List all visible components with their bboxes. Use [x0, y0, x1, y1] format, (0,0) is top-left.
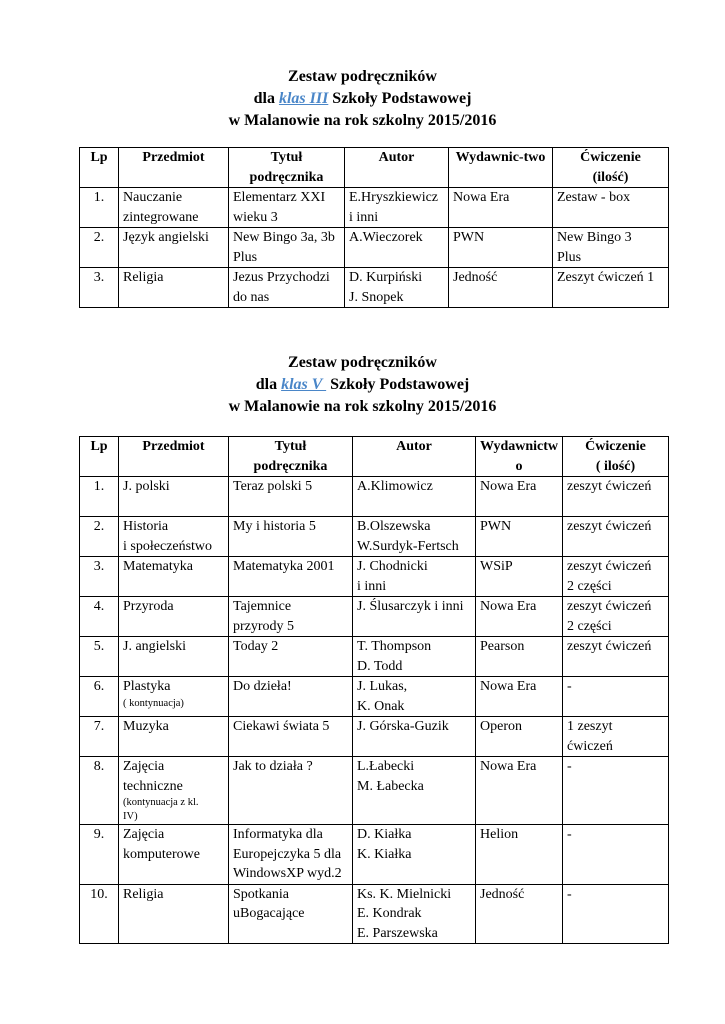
- cell-wydawnictwo-line: PWN: [480, 519, 512, 534]
- cell-tytul-line: uBogacające: [233, 906, 305, 921]
- cell-autor-line: M. Łabecka: [357, 778, 424, 794]
- section1-title-prefix: dla: [253, 90, 279, 107]
- cell-autor-line: i inni: [349, 209, 379, 225]
- cell-autor: [353, 557, 476, 597]
- cell-przedmiot: [119, 557, 229, 597]
- cell-autor-line: E. Parszewska: [357, 925, 438, 941]
- cell-tytul: [229, 477, 353, 517]
- cell-autor-line: i inni: [357, 578, 387, 594]
- cell-lp: [80, 597, 119, 637]
- cell-lp-line: 10.: [90, 886, 108, 902]
- cell-wydawnictwo-line: Nowa Era: [480, 679, 537, 694]
- cell-cwiczenie: [563, 717, 669, 757]
- cell-lp: [80, 188, 119, 228]
- cell-przedmiot: [119, 757, 229, 825]
- cell-cwiczenie: [563, 677, 669, 717]
- cell-tytul-line: My i historia 5: [233, 519, 316, 534]
- cell-autor-line: L.Łabecki: [357, 759, 415, 774]
- cell-tytul: [229, 517, 353, 557]
- cell-wydawnictwo: [449, 228, 553, 268]
- cell-tytul-line: Spotkania: [233, 886, 289, 902]
- cell-cwiczenie: [553, 228, 669, 268]
- section1-heading: [0, 66, 725, 132]
- cell-lp: [80, 268, 119, 308]
- cell-przedmiot-line: Matematyka: [123, 559, 193, 574]
- cell-wydawnictwo-line: Operon: [480, 719, 522, 734]
- cell-autor: [353, 884, 476, 944]
- header-autor: Autor: [353, 437, 476, 477]
- cell-tytul-line: Tajemnice: [233, 599, 292, 614]
- cell-wydawnictwo-line: PWN: [453, 230, 485, 245]
- header-wydawnictwo: Wydawnic-two: [449, 148, 553, 188]
- cell-przedmiot: [119, 597, 229, 637]
- cell-autor: [353, 757, 476, 825]
- cell-tytul: [229, 825, 353, 885]
- cell-tytul: [229, 717, 353, 757]
- cell-lp: [80, 557, 119, 597]
- section2-header-row: [80, 437, 669, 477]
- cell-lp-line: 2.: [93, 230, 105, 245]
- cell-cwiczenie: [563, 517, 669, 557]
- cell-przedmiot: [119, 188, 229, 228]
- cell-tytul: [229, 188, 345, 228]
- cell-lp-line: 6.: [93, 679, 105, 694]
- cell-wydawnictwo: [476, 717, 563, 757]
- cell-autor-line: E. Kondrak: [357, 906, 422, 921]
- header-lp: Lp: [80, 437, 119, 477]
- cell-lp: [80, 477, 119, 517]
- header-tytul-line2: podręcznika: [249, 169, 324, 185]
- cell-autor: [345, 228, 449, 268]
- cell-autor: [353, 517, 476, 557]
- cell-autor-line: B.Olszewska: [357, 519, 431, 534]
- header-cwiczenie-line2: ( ilość): [595, 458, 636, 474]
- cell-przedmiot-line: zintegrowane: [123, 209, 199, 225]
- cell-cwiczenie-line: zeszyt ćwiczeń: [567, 599, 652, 614]
- cell-lp-line: 1.: [93, 479, 105, 494]
- cell-autor-line: J. Ślusarczyk i inni: [357, 599, 464, 614]
- cell-autor-line: D. Kiałka: [357, 827, 412, 842]
- cell-autor-line: D. Todd: [357, 658, 403, 674]
- section2-class-link[interactable]: klas V: [281, 376, 327, 393]
- cell-cwiczenie: [563, 557, 669, 597]
- table-row: [80, 637, 669, 677]
- section2-heading: [0, 352, 725, 418]
- cell-cwiczenie-line: zeszyt ćwiczeń: [567, 639, 652, 654]
- section1-table: [79, 147, 669, 308]
- cell-lp: [80, 825, 119, 885]
- header-przedmiot: Przedmiot: [119, 437, 229, 477]
- cell-wydawnictwo: [449, 188, 553, 228]
- header-wydawnictwo: [476, 437, 563, 477]
- section2-title-suffix: Szkoły Podstawowej: [326, 376, 470, 393]
- cell-autor-line: K. Kiałka: [357, 846, 412, 862]
- cell-lp-line: 1.: [93, 190, 105, 205]
- cell-cwiczenie-line: Zestaw - box: [557, 190, 631, 205]
- cell-wydawnictwo-line: Pearson: [480, 639, 525, 654]
- cell-lp-line: 2.: [93, 519, 105, 534]
- cell-przedmiot-line: Plastyka: [123, 679, 171, 694]
- cell-autor-line: E.Hryszkiewicz: [349, 190, 439, 205]
- cell-lp-line: 9.: [93, 827, 105, 842]
- cell-wydawnictwo: [476, 597, 563, 637]
- section1-class-link[interactable]: klas III: [278, 90, 329, 107]
- cell-cwiczenie: [563, 884, 669, 944]
- header-lp: Lp: [80, 148, 119, 188]
- cell-autor-line: J. Górska-Guzik: [357, 719, 449, 734]
- section2-title-line1: Zestaw podręczników: [288, 354, 437, 371]
- cell-cwiczenie: [563, 637, 669, 677]
- cell-wydawnictwo-line: Nowa Era: [480, 759, 537, 774]
- cell-tytul-line: Europejczyka 5 dla: [233, 846, 342, 862]
- cell-wydawnictwo: [476, 517, 563, 557]
- cell-wydawnictwo-line: Jedność: [453, 270, 498, 285]
- cell-tytul: [229, 884, 353, 944]
- table-row: [80, 717, 669, 757]
- cell-autor-line: A.Wieczorek: [349, 230, 423, 245]
- cell-cwiczenie: [553, 188, 669, 228]
- header-cwiczenie-line1: Ćwiczenie: [580, 150, 641, 165]
- cell-przedmiot-line: Historia: [123, 519, 169, 534]
- cell-lp-line: 4.: [93, 599, 105, 614]
- cell-tytul-line: Plus: [233, 249, 258, 265]
- header-cwiczenie-line1: Ćwiczenie: [585, 439, 646, 454]
- cell-przedmiot-line: komputerowe: [123, 846, 200, 862]
- cell-cwiczenie-line: zeszyt ćwiczeń: [567, 479, 652, 494]
- cell-autor-line: Ks. K. Mielnicki: [357, 886, 452, 902]
- cell-lp: [80, 228, 119, 268]
- cell-wydawnictwo-line: Nowa Era: [480, 479, 537, 494]
- cell-tytul-line: wieku 3: [233, 209, 278, 225]
- cell-autor: [353, 597, 476, 637]
- cell-wydawnictwo-line: Jedność: [480, 886, 525, 902]
- header-tytul-line1: Tytuł: [274, 439, 307, 454]
- cell-lp-line: 8.: [93, 759, 105, 774]
- header-tytul-line1: Tytuł: [270, 150, 303, 165]
- cell-tytul-line: Informatyka dla: [233, 827, 323, 842]
- cell-przedmiot: [119, 884, 229, 944]
- cell-tytul: [229, 677, 353, 717]
- cell-wydawnictwo-line: Helion: [480, 827, 519, 842]
- header-tytul: [229, 148, 345, 188]
- header-cwiczenie: [563, 437, 669, 477]
- cell-tytul-line: Ciekawi świata 5: [233, 719, 330, 734]
- cell-przedmiot: [119, 677, 229, 717]
- section2-title-line2: [0, 374, 725, 396]
- cell-autor: [345, 188, 449, 228]
- section1-title-suffix: Szkoły Podstawowej: [328, 90, 472, 107]
- cell-przedmiot-line: i społeczeństwo: [123, 538, 213, 554]
- cell-przedmiot-line: Przyroda: [123, 599, 174, 614]
- cell-cwiczenie-line: Zeszyt ćwiczeń 1: [557, 270, 655, 285]
- cell-lp: [80, 884, 119, 944]
- header-autor: Autor: [345, 148, 449, 188]
- cell-autor: [345, 268, 449, 308]
- cell-cwiczenie-line: 2 części: [567, 618, 612, 634]
- cell-cwiczenie: [563, 757, 669, 825]
- table-row: [80, 477, 669, 517]
- cell-autor: [353, 477, 476, 517]
- cell-cwiczenie: [563, 477, 669, 517]
- przedmiot-note: IV): [123, 811, 138, 822]
- cell-cwiczenie-line: zeszyt ćwiczeń: [567, 559, 652, 574]
- cell-tytul-line: Jak to działa ?: [233, 759, 313, 774]
- cell-tytul: [229, 637, 353, 677]
- cell-przedmiot-line: Zajęcia: [123, 827, 165, 842]
- cell-przedmiot: [119, 637, 229, 677]
- cell-wydawnictwo: [476, 677, 563, 717]
- cell-tytul-line: przyrody 5: [233, 618, 295, 634]
- cell-lp-line: 7.: [93, 719, 105, 734]
- cell-przedmiot: [119, 825, 229, 885]
- header-wydawnictwo-line1: Wydawnictw: [480, 439, 559, 454]
- przedmiot-note: (kontynuacja z kl.: [123, 797, 199, 808]
- cell-autor-line: K. Onak: [357, 698, 405, 714]
- section2-title-prefix: dla: [255, 376, 282, 393]
- cell-tytul-line: WindowsXP wyd.2: [233, 866, 342, 881]
- cell-przedmiot-line: Muzyka: [123, 719, 169, 734]
- section1-title-line1: Zestaw podręczników: [288, 68, 437, 85]
- cell-cwiczenie-line: -: [567, 759, 572, 774]
- cell-wydawnictwo-line: WSiP: [480, 559, 513, 574]
- cell-tytul-line: Matematyka 2001: [233, 559, 335, 574]
- cell-tytul-line: do nas: [233, 289, 270, 305]
- table-row: [80, 677, 669, 717]
- cell-przedmiot-line: Zajęcia: [123, 759, 165, 774]
- cell-lp-line: 5.: [93, 639, 105, 654]
- cell-tytul-line: Do dzieła!: [233, 679, 292, 694]
- header-przedmiot: Przedmiot: [119, 148, 229, 188]
- cell-cwiczenie-line: ćwiczeń: [567, 738, 613, 754]
- cell-wydawnictwo: [476, 825, 563, 885]
- cell-cwiczenie: [563, 597, 669, 637]
- cell-autor-line: W.Surdyk-Fertsch: [357, 538, 459, 554]
- przedmiot-note: ( kontynuacja): [123, 697, 184, 709]
- cell-lp-line: 3.: [93, 559, 105, 574]
- cell-tytul-line: Jezus Przychodzi: [233, 270, 330, 285]
- cell-przedmiot-line: Język angielski: [123, 230, 209, 245]
- spacer: [84, 497, 114, 517]
- cell-wydawnictwo-line: Nowa Era: [453, 190, 510, 205]
- cell-cwiczenie: [553, 268, 669, 308]
- cell-cwiczenie: [563, 825, 669, 885]
- cell-autor-line: J. Chodnicki: [357, 559, 428, 574]
- cell-autor: [353, 637, 476, 677]
- cell-wydawnictwo: [476, 757, 563, 825]
- cell-autor-line: J. Snopek: [349, 289, 404, 305]
- table-row: [80, 884, 669, 944]
- cell-wydawnictwo: [449, 268, 553, 308]
- section1-title-line3: w Malanowie na rok szkolny 2015/2016: [228, 112, 497, 129]
- cell-przedmiot: [119, 517, 229, 557]
- cell-tytul: [229, 228, 345, 268]
- cell-lp: [80, 717, 119, 757]
- cell-cwiczenie-line: 2 części: [567, 578, 612, 594]
- cell-lp: [80, 517, 119, 557]
- cell-autor-line: T. Thompson: [357, 639, 432, 654]
- section2-table: [79, 436, 669, 944]
- cell-tytul: [229, 557, 353, 597]
- cell-autor-line: J. Lukas,: [357, 679, 408, 694]
- cell-cwiczenie-line: 1 zeszyt: [567, 719, 613, 734]
- cell-autor-line: D. Kurpiński: [349, 270, 423, 285]
- cell-tytul-line: Elementarz XXI: [233, 190, 326, 205]
- cell-cwiczenie-line: -: [567, 886, 572, 902]
- cell-tytul: [229, 757, 353, 825]
- table-row: [80, 188, 669, 228]
- cell-przedmiot: [119, 477, 229, 517]
- table-row: [80, 557, 669, 597]
- cell-przedmiot: [119, 228, 229, 268]
- cell-lp: [80, 757, 119, 825]
- table-row: [80, 268, 669, 308]
- table-row: [80, 597, 669, 637]
- cell-lp-line: 3.: [93, 270, 105, 285]
- cell-przedmiot-line: Religia: [123, 270, 164, 285]
- cell-autor: [353, 677, 476, 717]
- cell-wydawnictwo: [476, 884, 563, 944]
- header-tytul: [229, 437, 353, 477]
- cell-tytul-line: Today 2: [233, 639, 279, 654]
- cell-cwiczenie-line: zeszyt ćwiczeń: [567, 519, 652, 534]
- cell-przedmiot: [119, 717, 229, 757]
- cell-wydawnictwo: [476, 557, 563, 597]
- cell-przedmiot-line: J. polski: [123, 479, 170, 494]
- cell-lp: [80, 677, 119, 717]
- cell-tytul-line: New Bingo 3a, 3b: [233, 230, 335, 245]
- header-cwiczenie-line2: (ilość): [592, 169, 629, 185]
- cell-tytul: [229, 268, 345, 308]
- cell-cwiczenie-line: -: [567, 827, 572, 842]
- header-tytul-line2: podręcznika: [253, 458, 328, 474]
- header-cwiczenie: [553, 148, 669, 188]
- cell-wydawnictwo-line: Nowa Era: [480, 599, 537, 614]
- table-row: [80, 228, 669, 268]
- cell-autor: [353, 825, 476, 885]
- cell-cwiczenie-line: New Bingo 3: [557, 230, 632, 245]
- table-row: [80, 517, 669, 557]
- cell-lp: [80, 637, 119, 677]
- table-row: [80, 757, 669, 825]
- cell-przedmiot-line: Nauczanie: [123, 190, 183, 205]
- section2-title-line3: w Malanowie na rok szkolny 2015/2016: [228, 398, 497, 415]
- header-wydawnictwo-line2: o: [515, 458, 523, 474]
- section1-title-line2: [0, 88, 725, 110]
- cell-przedmiot-line: J. angielski: [123, 639, 186, 654]
- cell-tytul-line: Teraz polski 5: [233, 479, 313, 494]
- cell-autor-line: A.Klimowicz: [357, 479, 433, 494]
- cell-przedmiot-line: Religia: [123, 886, 164, 902]
- cell-cwiczenie-line: Plus: [557, 249, 582, 265]
- cell-autor: [353, 717, 476, 757]
- table-row: [80, 825, 669, 885]
- cell-wydawnictwo: [476, 637, 563, 677]
- section1-header-row: [80, 148, 669, 188]
- cell-przedmiot-line: techniczne: [123, 778, 183, 794]
- cell-wydawnictwo: [476, 477, 563, 517]
- cell-tytul: [229, 597, 353, 637]
- cell-cwiczenie-line: -: [567, 679, 572, 694]
- cell-przedmiot: [119, 268, 229, 308]
